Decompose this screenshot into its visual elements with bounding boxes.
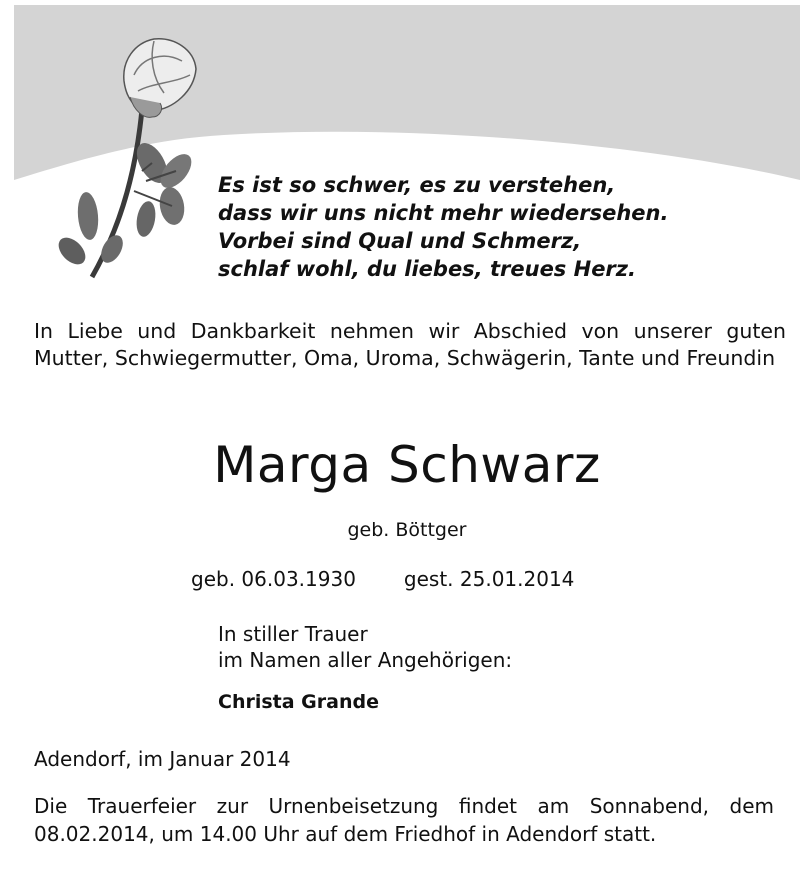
mourning-line: In stiller Trauer [218, 622, 368, 646]
ceremony-info [34, 792, 774, 848]
obituary-notice [14, 5, 800, 867]
poem-line: dass wir uns nicht mehr wiedersehen. [218, 201, 669, 225]
ceremony-line: 08.02.2014, um 14.00 Uhr auf dem Friedhof in Adendorf statt. [34, 822, 657, 846]
maiden-name: geb. Böttger [347, 519, 467, 541]
mourning-text [218, 621, 718, 673]
mourner-name: Christa Grande [218, 691, 379, 713]
poem-line: Es ist so schwer, es zu verstehen, [218, 173, 616, 197]
poem [218, 171, 778, 283]
place-date: Adendorf, im Januar 2014 [34, 747, 291, 771]
poem-line: Vorbei sind Qual und Schmerz, [218, 229, 582, 253]
mourning-line: im Namen aller Angehörigen: [218, 648, 513, 672]
deceased-name: Marga Schwarz [213, 436, 601, 494]
death-date: gest. 25.01.2014 [403, 567, 575, 591]
poem-line: schlaf wohl, du liebes, treues Herz. [218, 257, 636, 281]
life-dates [191, 565, 791, 593]
birth-date: geb. 06.03.1930 [191, 567, 356, 591]
intro-text: In Liebe und Dankbarkeit nehmen wir Abschied von unserer guten Mutter, Schwiegermutter, Oma, Uroma, Schwägerin, Tante und Freundin [34, 319, 786, 370]
rose-icon [34, 31, 204, 281]
ceremony-line: Die Trauerfeier zur Urnenbeisetzung findet am Sonnabend, dem [34, 794, 774, 818]
